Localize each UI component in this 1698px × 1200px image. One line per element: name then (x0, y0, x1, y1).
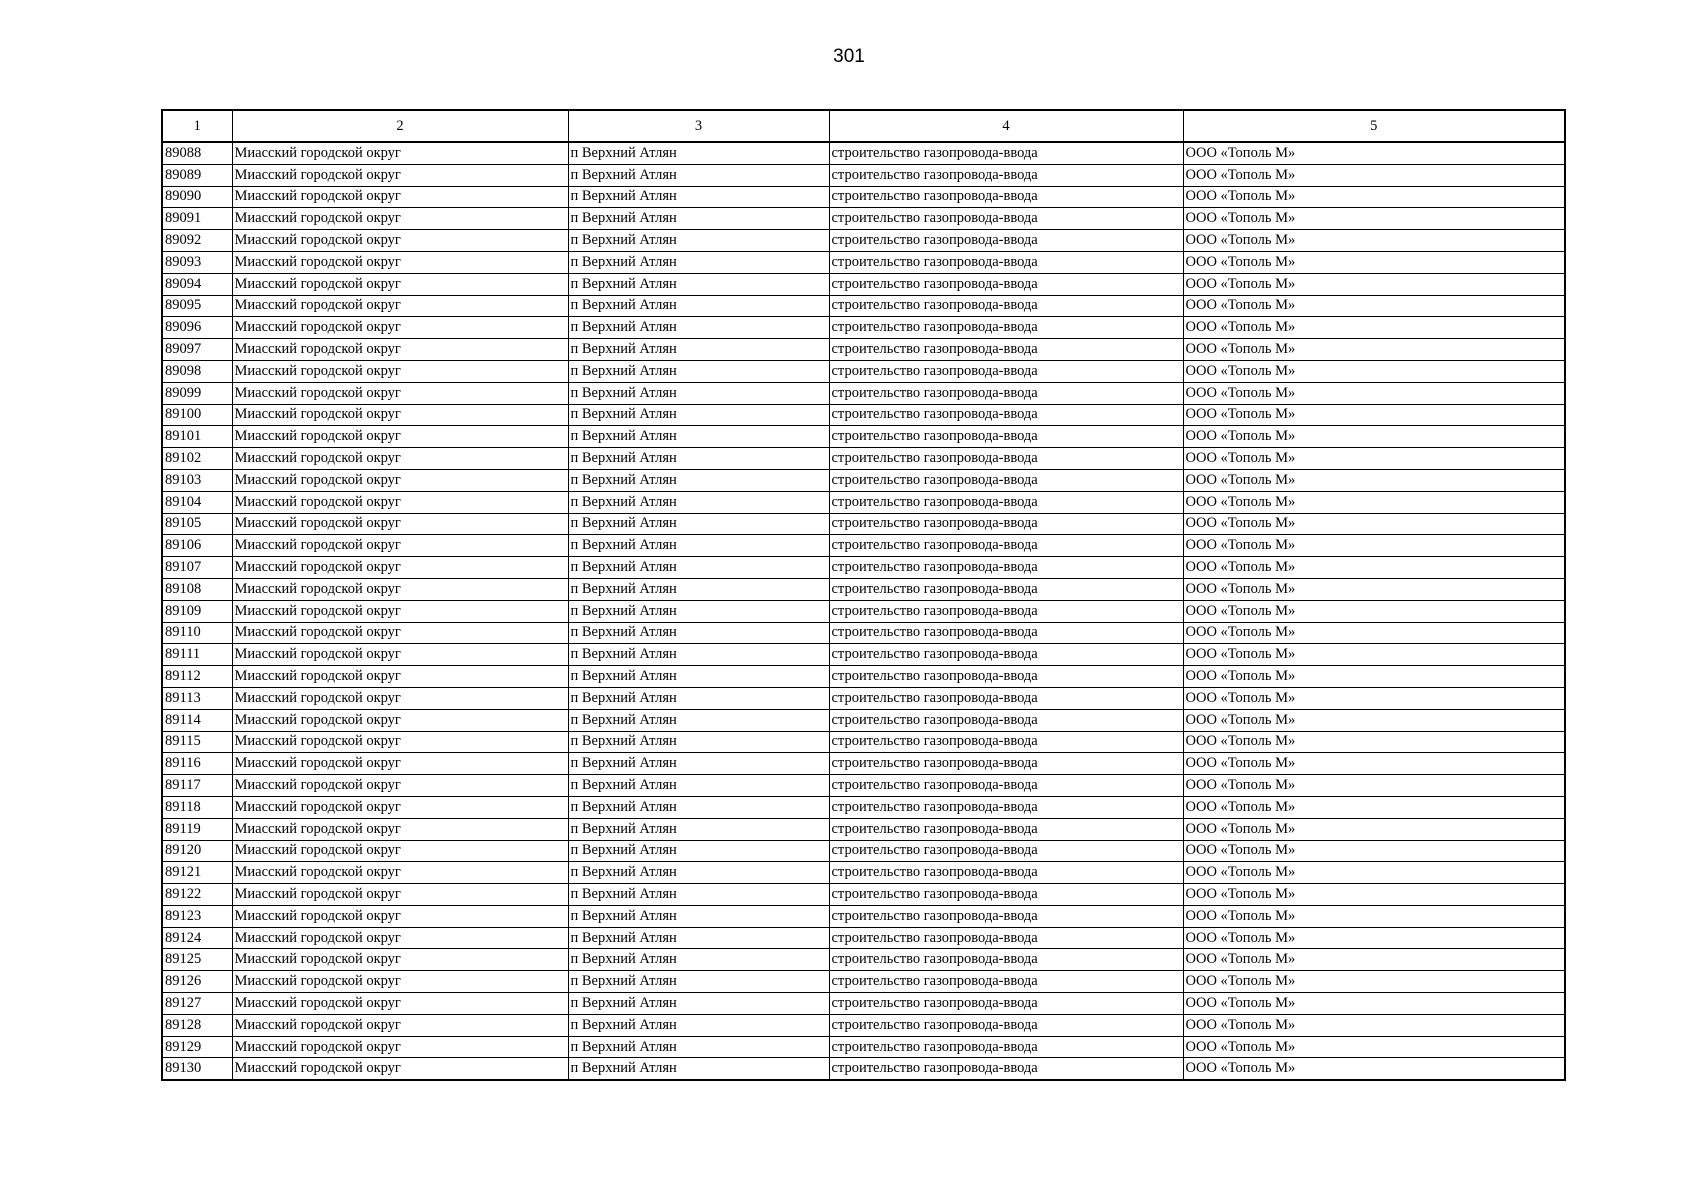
table-cell-col-4: строительство газопровода-ввода (829, 426, 1183, 448)
table-row (162, 731, 1565, 753)
table-row (162, 753, 1565, 775)
table-cell-col-1: 89130 (162, 1058, 232, 1080)
table-row (162, 666, 1565, 688)
table-cell-col-4: строительство газопровода-ввода (829, 753, 1183, 775)
table-cell-col-3: п Верхний Атлян (568, 142, 829, 164)
table-cell-col-1: 89092 (162, 230, 232, 252)
table-cell-col-4: строительство газопровода-ввода (829, 818, 1183, 840)
table-cell-col-1: 89127 (162, 993, 232, 1015)
table-cell-col-2: Миасский городской округ (232, 142, 568, 164)
table-cell-col-2: Миасский городской округ (232, 186, 568, 208)
table-row (162, 622, 1565, 644)
table-cell-col-5: ООО «Тополь М» (1183, 469, 1565, 491)
table-cell-col-3: п Верхний Атлян (568, 251, 829, 273)
table-cell-col-5: ООО «Тополь М» (1183, 339, 1565, 361)
table-cell-col-2: Миасский городской округ (232, 862, 568, 884)
table-cell-col-1: 89119 (162, 818, 232, 840)
table-cell-col-3: п Верхний Атлян (568, 905, 829, 927)
table-cell-col-1: 89109 (162, 600, 232, 622)
table-row (162, 578, 1565, 600)
table-cell-col-3: п Верхний Атлян (568, 273, 829, 295)
table-cell-col-4: строительство газопровода-ввода (829, 1036, 1183, 1058)
table-cell-col-2: Миасский городской округ (232, 273, 568, 295)
table-cell-col-2: Миасский городской округ (232, 949, 568, 971)
table-cell-col-5: ООО «Тополь М» (1183, 230, 1565, 252)
table-cell-col-1: 89128 (162, 1014, 232, 1036)
table-cell-col-2: Миасский городской округ (232, 469, 568, 491)
table-cell-col-2: Миасский городской округ (232, 840, 568, 862)
table-cell-col-1: 89103 (162, 469, 232, 491)
table-cell-col-2: Миасский городской округ (232, 796, 568, 818)
table-cell-col-4: строительство газопровода-ввода (829, 164, 1183, 186)
table-cell-col-2: Миасский городской округ (232, 230, 568, 252)
table-cell-col-1: 89088 (162, 142, 232, 164)
table-cell-col-5: ООО «Тополь М» (1183, 644, 1565, 666)
table-cell-col-5: ООО «Тополь М» (1183, 360, 1565, 382)
table-cell-col-5: ООО «Тополь М» (1183, 818, 1565, 840)
table-cell-col-2: Миасский городской округ (232, 731, 568, 753)
table-cell-col-4: строительство газопровода-ввода (829, 230, 1183, 252)
table-cell-col-1: 89113 (162, 687, 232, 709)
table-cell-col-3: п Верхний Атлян (568, 753, 829, 775)
table-cell-col-4: строительство газопровода-ввода (829, 557, 1183, 579)
table-cell-col-2: Миасский городской округ (232, 426, 568, 448)
table-cell-col-2: Миасский городской округ (232, 666, 568, 688)
table-row (162, 557, 1565, 579)
header-cell-5: 5 (1183, 110, 1565, 142)
table-cell-col-3: п Верхний Атлян (568, 513, 829, 535)
table-cell-col-1: 89100 (162, 404, 232, 426)
table-cell-col-4: строительство газопровода-ввода (829, 295, 1183, 317)
table-cell-col-4: строительство газопровода-ввода (829, 949, 1183, 971)
table-cell-col-4: строительство газопровода-ввода (829, 1014, 1183, 1036)
table-cell-col-5: ООО «Тополь М» (1183, 1058, 1565, 1080)
table-cell-col-4: строительство газопровода-ввода (829, 796, 1183, 818)
table-row (162, 687, 1565, 709)
table-cell-col-4: строительство газопровода-ввода (829, 251, 1183, 273)
table-cell-col-1: 89110 (162, 622, 232, 644)
table-row (162, 775, 1565, 797)
table-cell-col-4: строительство газопровода-ввода (829, 535, 1183, 557)
table-cell-col-4: строительство газопровода-ввода (829, 666, 1183, 688)
table-cell-col-3: п Верхний Атлян (568, 687, 829, 709)
table-cell-col-4: строительство газопровода-ввода (829, 208, 1183, 230)
table-row (162, 186, 1565, 208)
table-cell-col-4: строительство газопровода-ввода (829, 1058, 1183, 1080)
table-cell-col-2: Миасский городской округ (232, 1014, 568, 1036)
table-cell-col-2: Миасский городской округ (232, 971, 568, 993)
table-cell-col-5: ООО «Тополь М» (1183, 142, 1565, 164)
table-cell-col-5: ООО «Тополь М» (1183, 1036, 1565, 1058)
table-cell-col-3: п Верхний Атлян (568, 818, 829, 840)
table-row (162, 862, 1565, 884)
table-cell-col-3: п Верхний Атлян (568, 557, 829, 579)
table-cell-col-4: строительство газопровода-ввода (829, 382, 1183, 404)
table-cell-col-1: 89091 (162, 208, 232, 230)
table-cell-col-2: Миасский городской округ (232, 360, 568, 382)
table-cell-col-5: ООО «Тополь М» (1183, 273, 1565, 295)
table-cell-col-3: п Верхний Атлян (568, 709, 829, 731)
table-header (162, 110, 1565, 142)
table-row (162, 949, 1565, 971)
table-cell-col-1: 89098 (162, 360, 232, 382)
table-cell-col-4: строительство газопровода-ввода (829, 469, 1183, 491)
table-cell-col-5: ООО «Тополь М» (1183, 840, 1565, 862)
table-cell-col-5: ООО «Тополь М» (1183, 905, 1565, 927)
table-cell-col-3: п Верхний Атлян (568, 426, 829, 448)
table-cell-col-4: строительство газопровода-ввода (829, 600, 1183, 622)
table-row (162, 426, 1565, 448)
table-row (162, 796, 1565, 818)
table-cell-col-3: п Верхний Атлян (568, 295, 829, 317)
table-row (162, 208, 1565, 230)
table-cell-col-2: Миасский городской округ (232, 404, 568, 426)
table-cell-col-2: Миасский городской округ (232, 557, 568, 579)
table-cell-col-2: Миасский городской округ (232, 208, 568, 230)
table-row (162, 535, 1565, 557)
table-cell-col-1: 89089 (162, 164, 232, 186)
table-cell-col-4: строительство газопровода-ввода (829, 644, 1183, 666)
table-row (162, 448, 1565, 470)
table-cell-col-2: Миасский городской округ (232, 818, 568, 840)
table-cell-col-1: 89107 (162, 557, 232, 579)
table-cell-col-1: 89124 (162, 927, 232, 949)
table-cell-col-2: Миасский городской округ (232, 448, 568, 470)
table-row (162, 600, 1565, 622)
table-cell-col-4: строительство газопровода-ввода (829, 862, 1183, 884)
table-cell-col-5: ООО «Тополь М» (1183, 884, 1565, 906)
table-row (162, 469, 1565, 491)
table-cell-col-4: строительство газопровода-ввода (829, 775, 1183, 797)
table-cell-col-1: 89105 (162, 513, 232, 535)
table-cell-col-2: Миасский городской округ (232, 1036, 568, 1058)
table-cell-col-3: п Верхний Атлян (568, 491, 829, 513)
table-cell-col-5: ООО «Тополь М» (1183, 1014, 1565, 1036)
table-cell-col-5: ООО «Тополь М» (1183, 535, 1565, 557)
table-row (162, 491, 1565, 513)
table-cell-col-4: строительство газопровода-ввода (829, 186, 1183, 208)
table-row (162, 230, 1565, 252)
table-cell-col-5: ООО «Тополь М» (1183, 513, 1565, 535)
data-table (161, 109, 1566, 1081)
table-cell-col-4: строительство газопровода-ввода (829, 927, 1183, 949)
table-cell-col-5: ООО «Тополь М» (1183, 491, 1565, 513)
table-cell-col-3: п Верхний Атлян (568, 644, 829, 666)
header-cell-1: 1 (162, 110, 232, 142)
table-cell-col-5: ООО «Тополь М» (1183, 775, 1565, 797)
table-row (162, 251, 1565, 273)
table-cell-col-4: строительство газопровода-ввода (829, 404, 1183, 426)
table-cell-col-4: строительство газопровода-ввода (829, 731, 1183, 753)
table-row (162, 644, 1565, 666)
table-cell-col-4: строительство газопровода-ввода (829, 709, 1183, 731)
table-cell-col-5: ООО «Тополь М» (1183, 251, 1565, 273)
table-cell-col-4: строительство газопровода-ввода (829, 317, 1183, 339)
table-cell-col-4: строительство газопровода-ввода (829, 905, 1183, 927)
table-cell-col-5: ООО «Тополь М» (1183, 862, 1565, 884)
table-row (162, 404, 1565, 426)
table-cell-col-4: строительство газопровода-ввода (829, 840, 1183, 862)
table-row (162, 273, 1565, 295)
table-cell-col-1: 89108 (162, 578, 232, 600)
table-cell-col-2: Миасский городской округ (232, 753, 568, 775)
table-cell-col-1: 89120 (162, 840, 232, 862)
table-cell-col-2: Миасский городской округ (232, 491, 568, 513)
table-cell-col-3: п Верхний Атлян (568, 339, 829, 361)
table-cell-col-1: 89129 (162, 1036, 232, 1058)
table-cell-col-5: ООО «Тополь М» (1183, 295, 1565, 317)
table-row (162, 927, 1565, 949)
table-cell-col-1: 89111 (162, 644, 232, 666)
table-row (162, 993, 1565, 1015)
table-cell-col-2: Миасский городской округ (232, 1058, 568, 1080)
table-cell-col-3: п Верхний Атлян (568, 775, 829, 797)
table-cell-col-2: Миасский городской округ (232, 295, 568, 317)
table-cell-col-4: строительство газопровода-ввода (829, 971, 1183, 993)
table-row (162, 905, 1565, 927)
header-cell-3: 3 (568, 110, 829, 142)
table-cell-col-2: Миасский городской округ (232, 535, 568, 557)
table-row (162, 295, 1565, 317)
table-cell-col-3: п Верхний Атлян (568, 404, 829, 426)
table-cell-col-3: п Верхний Атлян (568, 731, 829, 753)
table-cell-col-3: п Верхний Атлян (568, 862, 829, 884)
table-cell-col-2: Миасский городской округ (232, 905, 568, 927)
table-cell-col-3: п Верхний Атлян (568, 1036, 829, 1058)
table-cell-col-4: строительство газопровода-ввода (829, 142, 1183, 164)
table-cell-col-1: 89112 (162, 666, 232, 688)
table-cell-col-2: Миасский городской округ (232, 775, 568, 797)
table-row (162, 317, 1565, 339)
table-cell-col-3: п Верхний Атлян (568, 469, 829, 491)
table-cell-col-2: Миасский городской округ (232, 709, 568, 731)
table-cell-col-5: ООО «Тополь М» (1183, 927, 1565, 949)
table-cell-col-5: ООО «Тополь М» (1183, 993, 1565, 1015)
table-cell-col-4: строительство газопровода-ввода (829, 687, 1183, 709)
table-cell-col-5: ООО «Тополь М» (1183, 186, 1565, 208)
table-cell-col-4: строительство газопровода-ввода (829, 273, 1183, 295)
table-cell-col-4: строительство газопровода-ввода (829, 513, 1183, 535)
table-row (162, 382, 1565, 404)
table-cell-col-3: п Верхний Атлян (568, 186, 829, 208)
table-body (162, 142, 1565, 1080)
table-cell-col-4: строительство газопровода-ввода (829, 448, 1183, 470)
table-cell-col-1: 89104 (162, 491, 232, 513)
table-row (162, 884, 1565, 906)
table-cell-col-4: строительство газопровода-ввода (829, 884, 1183, 906)
table-cell-col-4: строительство газопровода-ввода (829, 491, 1183, 513)
table-cell-col-5: ООО «Тополь М» (1183, 448, 1565, 470)
table-cell-col-5: ООО «Тополь М» (1183, 622, 1565, 644)
table-row (162, 1036, 1565, 1058)
table-cell-col-1: 89117 (162, 775, 232, 797)
table-cell-col-5: ООО «Тополь М» (1183, 949, 1565, 971)
table-row (162, 1014, 1565, 1036)
table-cell-col-5: ООО «Тополь М» (1183, 426, 1565, 448)
table-cell-col-4: строительство газопровода-ввода (829, 339, 1183, 361)
table-cell-col-5: ООО «Тополь М» (1183, 557, 1565, 579)
table-cell-col-1: 89125 (162, 949, 232, 971)
table-cell-col-3: п Верхний Атлян (568, 535, 829, 557)
table-cell-col-1: 89096 (162, 317, 232, 339)
table-cell-col-1: 89123 (162, 905, 232, 927)
table-cell-col-3: п Верхний Атлян (568, 600, 829, 622)
table-cell-col-5: ООО «Тополь М» (1183, 382, 1565, 404)
table-cell-col-5: ООО «Тополь М» (1183, 796, 1565, 818)
table-cell-col-1: 89097 (162, 339, 232, 361)
table-cell-col-2: Миасский городской округ (232, 993, 568, 1015)
table-cell-col-1: 89090 (162, 186, 232, 208)
table-cell-col-1: 89106 (162, 535, 232, 557)
table-cell-col-2: Миасский городской округ (232, 251, 568, 273)
table-cell-col-5: ООО «Тополь М» (1183, 731, 1565, 753)
table-cell-col-1: 89094 (162, 273, 232, 295)
table-cell-col-3: п Верхний Атлян (568, 993, 829, 1015)
table-cell-col-3: п Верхний Атлян (568, 840, 829, 862)
table-cell-col-2: Миасский городской округ (232, 884, 568, 906)
table-row (162, 339, 1565, 361)
table-row (162, 1058, 1565, 1080)
table-row (162, 971, 1565, 993)
table-cell-col-3: п Верхний Атлян (568, 382, 829, 404)
table-cell-col-4: строительство газопровода-ввода (829, 578, 1183, 600)
table-cell-col-1: 89122 (162, 884, 232, 906)
table-cell-col-5: ООО «Тополь М» (1183, 317, 1565, 339)
table-cell-col-5: ООО «Тополь М» (1183, 971, 1565, 993)
table-cell-col-1: 89093 (162, 251, 232, 273)
table-cell-col-5: ООО «Тополь М» (1183, 578, 1565, 600)
table-cell-col-3: п Верхний Атлян (568, 796, 829, 818)
table-cell-col-2: Миасский городской округ (232, 164, 568, 186)
table-cell-col-1: 89101 (162, 426, 232, 448)
table-cell-col-2: Миасский городской округ (232, 927, 568, 949)
table-cell-col-5: ООО «Тополь М» (1183, 164, 1565, 186)
table-cell-col-4: строительство газопровода-ввода (829, 622, 1183, 644)
table-cell-col-3: п Верхний Атлян (568, 448, 829, 470)
table-cell-col-3: п Верхний Атлян (568, 971, 829, 993)
table-cell-col-3: п Верхний Атлян (568, 230, 829, 252)
table-cell-col-1: 89118 (162, 796, 232, 818)
table-cell-col-3: п Верхний Атлян (568, 317, 829, 339)
table-cell-col-1: 89102 (162, 448, 232, 470)
table-cell-col-5: ООО «Тополь М» (1183, 600, 1565, 622)
table-cell-col-2: Миасский городской округ (232, 600, 568, 622)
table-cell-col-2: Миасский городской округ (232, 382, 568, 404)
table-cell-col-3: п Верхний Атлян (568, 164, 829, 186)
table-cell-col-2: Миасский городской округ (232, 339, 568, 361)
table-cell-col-5: ООО «Тополь М» (1183, 666, 1565, 688)
table-row (162, 360, 1565, 382)
table-cell-col-2: Миасский городской округ (232, 317, 568, 339)
table-cell-col-2: Миасский городской округ (232, 644, 568, 666)
table-cell-col-5: ООО «Тополь М» (1183, 709, 1565, 731)
table-row (162, 818, 1565, 840)
table-cell-col-3: п Верхний Атлян (568, 578, 829, 600)
table-cell-col-1: 89115 (162, 731, 232, 753)
table-cell-col-3: п Верхний Атлян (568, 884, 829, 906)
table-cell-col-3: п Верхний Атлян (568, 927, 829, 949)
table-row (162, 142, 1565, 164)
header-cell-4: 4 (829, 110, 1183, 142)
page-number: 301 (833, 46, 865, 67)
table-cell-col-3: п Верхний Атлян (568, 208, 829, 230)
table-cell-col-4: строительство газопровода-ввода (829, 360, 1183, 382)
table-cell-col-2: Миасский городской округ (232, 513, 568, 535)
table-cell-col-2: Миасский городской округ (232, 687, 568, 709)
table-row (162, 513, 1565, 535)
header-row (162, 110, 1565, 142)
table-cell-col-1: 89114 (162, 709, 232, 731)
table-cell-col-3: п Верхний Атлян (568, 622, 829, 644)
table-cell-col-2: Миасский городской округ (232, 578, 568, 600)
table-cell-col-5: ООО «Тополь М» (1183, 687, 1565, 709)
table-cell-col-1: 89095 (162, 295, 232, 317)
table-cell-col-1: 89116 (162, 753, 232, 775)
header-cell-2: 2 (232, 110, 568, 142)
table-row (162, 840, 1565, 862)
table-row (162, 709, 1565, 731)
table-cell-col-5: ООО «Тополь М» (1183, 753, 1565, 775)
table-cell-col-3: п Верхний Атлян (568, 949, 829, 971)
table-cell-col-1: 89121 (162, 862, 232, 884)
table-cell-col-3: п Верхний Атлян (568, 1014, 829, 1036)
table-cell-col-1: 89099 (162, 382, 232, 404)
table-row (162, 164, 1565, 186)
table-cell-col-4: строительство газопровода-ввода (829, 993, 1183, 1015)
table-cell-col-3: п Верхний Атлян (568, 1058, 829, 1080)
table-cell-col-2: Миасский городской округ (232, 622, 568, 644)
table-cell-col-3: п Верхний Атлян (568, 360, 829, 382)
table-cell-col-5: ООО «Тополь М» (1183, 404, 1565, 426)
table-cell-col-1: 89126 (162, 971, 232, 993)
table-cell-col-3: п Верхний Атлян (568, 666, 829, 688)
table-cell-col-5: ООО «Тополь М» (1183, 208, 1565, 230)
